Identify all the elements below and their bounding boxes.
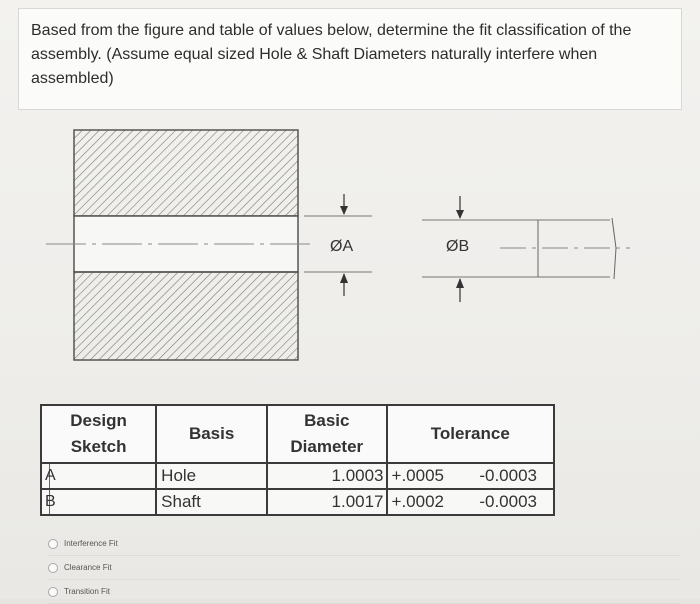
row-tolerance	[387, 489, 554, 515]
row-tol-minus: -0.0003	[479, 466, 537, 485]
row-letter: B	[41, 489, 50, 515]
radio-button[interactable]	[48, 563, 58, 573]
dim-b-arrowhead-bottom	[456, 278, 464, 288]
row-sketch	[50, 489, 157, 515]
radio-button[interactable]	[48, 587, 58, 597]
row-sketch	[50, 463, 157, 489]
header-design-sketch: Design Sketch	[41, 405, 156, 463]
choice-label: Clearance Fit	[64, 563, 112, 572]
shaft-dimension-label: ØB	[446, 238, 470, 255]
header-tolerance: Tolerance	[387, 405, 554, 463]
row-diameter: 1.0017	[267, 489, 386, 515]
table-header-row	[41, 405, 554, 463]
tolerance-table	[40, 404, 555, 516]
shaft-break-edge-2	[614, 248, 616, 279]
header-basic-diameter: Basic Diameter	[267, 405, 386, 463]
choice-label: Transition Fit	[64, 587, 110, 596]
choice-interference-fit[interactable]	[48, 532, 680, 556]
table-row	[41, 463, 554, 489]
choice-clearance-fit[interactable]	[48, 556, 680, 580]
hole-dimension-label: ØA	[330, 238, 354, 255]
hole-block-bottom	[74, 272, 298, 360]
choice-transition-fit[interactable]	[48, 580, 680, 604]
header-basis: Basis	[156, 405, 267, 463]
row-letter: A	[41, 463, 50, 489]
choice-label: Interference Fit	[64, 539, 118, 548]
row-tolerance	[387, 463, 554, 489]
question-card	[18, 8, 682, 110]
table-row	[41, 489, 554, 515]
dim-a-arrowhead-bottom	[340, 273, 348, 283]
row-tol-plus: +.0005	[391, 466, 444, 485]
row-tol-plus: +.0002	[391, 492, 444, 511]
dim-b-arrowhead-top	[456, 210, 464, 219]
radio-button[interactable]	[48, 539, 58, 549]
hole-block-top	[74, 130, 298, 216]
question-text: Based from the figure and table of values below, determine the fit classification of the assembly. (Assume equal sized Hole & Shaft Diameters naturally interfere when assembled)	[31, 22, 632, 87]
assembly-figure	[0, 110, 700, 390]
row-tol-minus: -0.0003	[479, 492, 537, 511]
row-diameter: 1.0003	[267, 463, 386, 489]
shaft-break-edge	[612, 218, 616, 248]
row-basis: Shaft	[156, 489, 267, 515]
row-basis: Hole	[156, 463, 267, 489]
dim-a-arrowhead-top	[340, 206, 348, 215]
answer-choices	[48, 532, 680, 604]
